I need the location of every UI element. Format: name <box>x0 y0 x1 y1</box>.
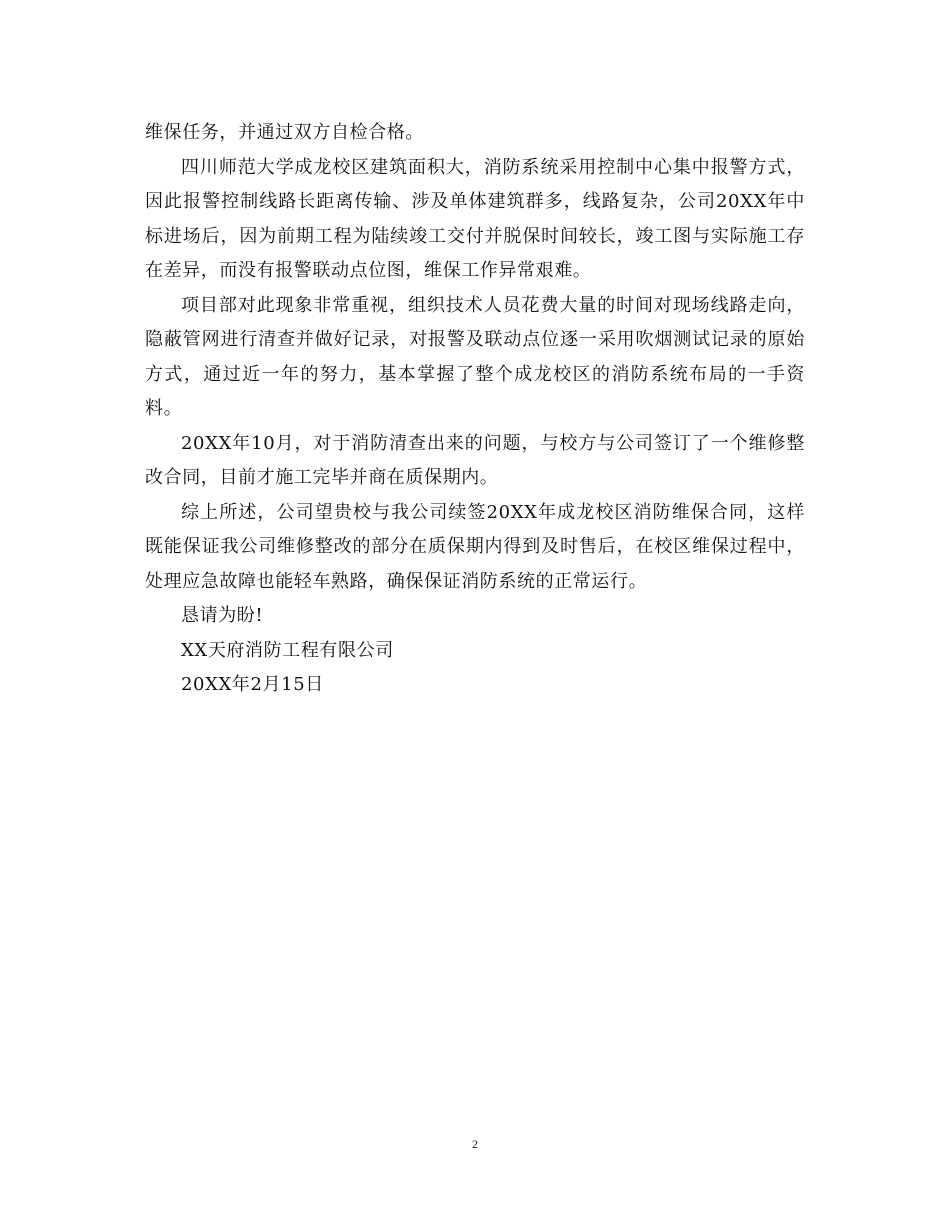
signature-company: XX天府消防工程有限公司 <box>181 639 394 661</box>
paragraph-campus-background: 四川师范大学成龙校区建筑面积大，消防系统采用控制中心集中报警方式，因此报警控制线路长距离传输、涉及单体建筑群多，线路复杂，公司20XX年中标进场后，因为前期工程为陆续竣工交付并脱保时间较长，竣工图与实际施工存在差异，而没有报警联动点位图，维保工作异常艰难。 <box>145 156 805 281</box>
signature-date: 20XX年2月15日 <box>181 674 324 695</box>
page-number: 2 <box>472 1137 478 1151</box>
document-body <box>145 116 805 703</box>
paragraph-repair-contract: 20XX年10月，对于消防清查出来的问题，与校方与公司签订了一个维修整改合同，目前才施工完毕并商在质保期内。 <box>145 432 805 488</box>
paragraph-conclusion: 综上所述，公司望贵校与我公司续签20XX年成龙校区消防维保合同，这样既能保证我公司维修整改的部分在质保期内得到及时售后，在校区维保过程中，处理应急故障也能轻车熟路，确保保证消防系统的正常运行。 <box>145 501 805 592</box>
paragraph-continuation: 维保任务，并通过双方自检合格。 <box>145 122 424 143</box>
closing-request: 恳请为盼! <box>181 605 264 626</box>
paragraph-project-survey: 项目部对此现象非常重视，组织技术人员花费大量的时间对现场线路走向，隐蔽管网进行清查并做好记录，对报警及联动点位逐一采用吹烟测试记录的原始方式，通过近一年的努力，基本掌握了整个成龙校区的消防系统布局的一手资料。 <box>145 294 805 419</box>
